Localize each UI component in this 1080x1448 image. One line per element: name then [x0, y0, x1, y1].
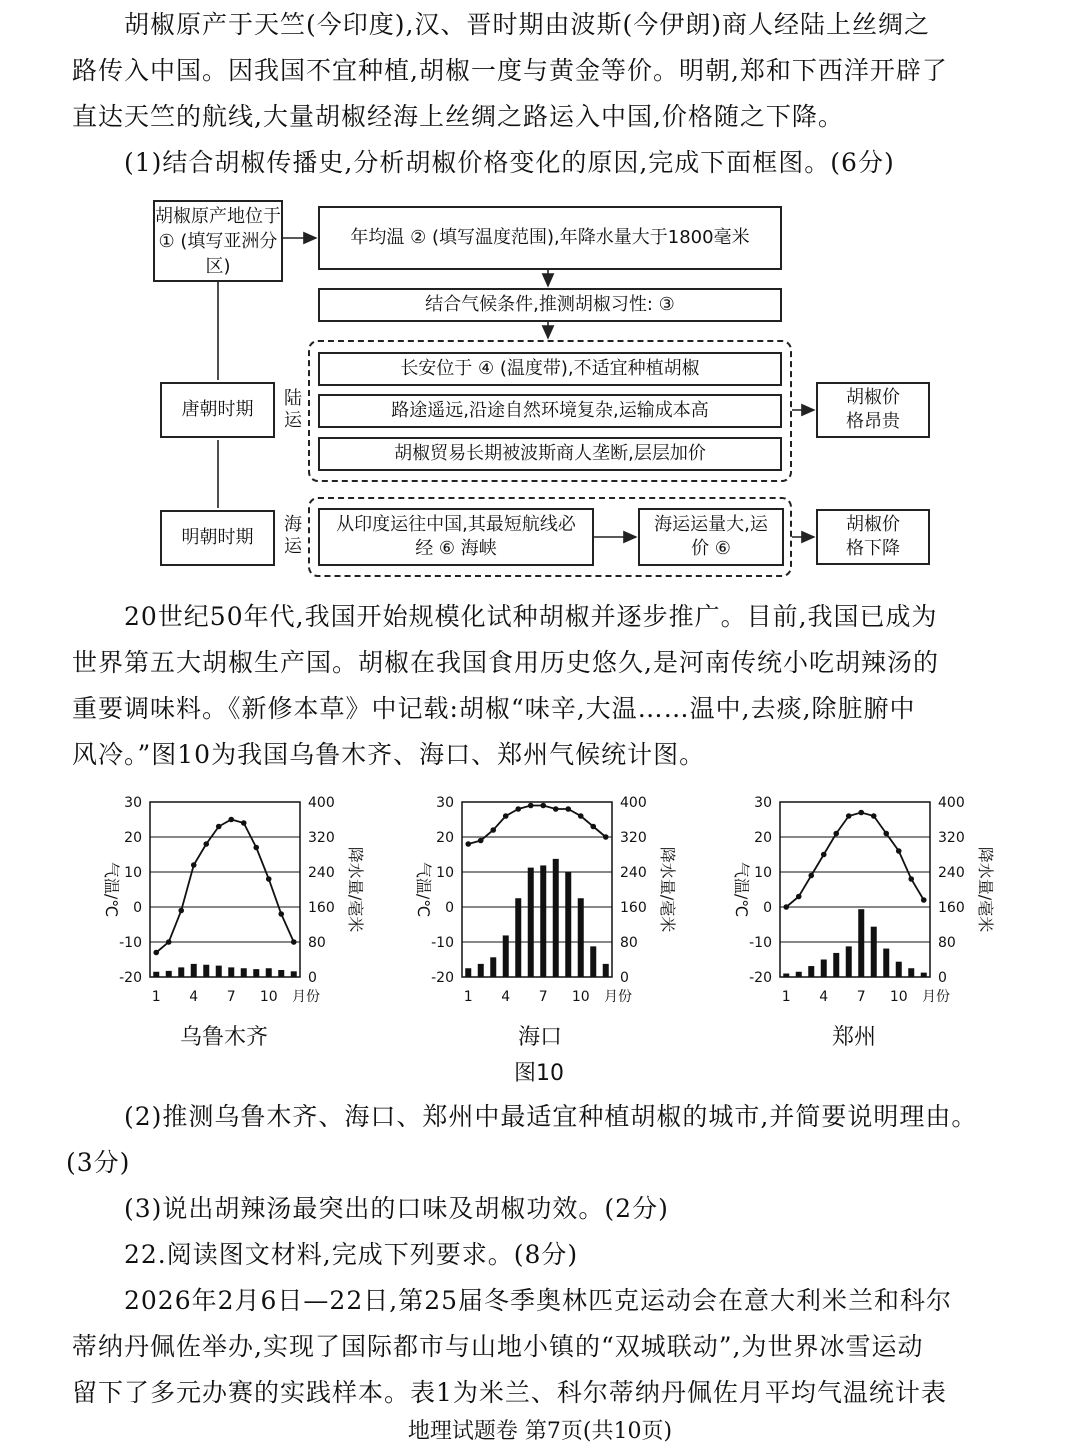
mid-line-4: 风冷。”图10为我国乌鲁木齐、海口、郑州气候统计图。	[72, 740, 706, 769]
temperature-point	[216, 824, 222, 830]
y-tick-label: -20	[749, 970, 772, 986]
y-tick-label: 0	[445, 900, 454, 916]
mid-line-2: 世界第五大胡椒生产国。胡椒在我国食用历史悠久,是河南传统小吃胡辣汤的	[72, 648, 939, 677]
tang-price-outcome: 胡椒价格昂贵	[816, 382, 930, 438]
page-footer: 地理试题卷 第7页(共10页)	[407, 1419, 673, 1444]
y2-tick-label: 240	[938, 865, 965, 881]
precipitation-bar	[565, 872, 571, 977]
chart-title-urumqi: 乌鲁木齐	[180, 1025, 269, 1050]
y-axis-label: 气温/℃	[732, 861, 751, 918]
y-tick-label: -20	[119, 970, 142, 986]
temperature-point	[166, 939, 172, 945]
precipitation-bar	[808, 966, 814, 977]
temperature-point	[253, 845, 259, 851]
x-tick-label: 1	[781, 989, 791, 1005]
precipitation-bar	[266, 968, 272, 977]
precipitation-bar	[291, 971, 297, 977]
plot-frame	[462, 802, 612, 977]
temperature-point	[808, 873, 814, 879]
y2-axis-label: 降水量/毫米	[346, 846, 365, 933]
temperature-point	[490, 827, 496, 833]
temperature-point	[908, 876, 914, 882]
precipitation-bar	[883, 949, 889, 977]
precipitation-bar	[553, 859, 559, 977]
y-tick-label: 10	[754, 865, 772, 881]
y-tick-label: 0	[763, 900, 772, 916]
temperature-point	[203, 841, 209, 847]
y-axis-label: 气温/℃	[102, 861, 121, 918]
temperature-point	[465, 841, 471, 847]
y2-axis-label: 降水量/毫米	[658, 846, 677, 933]
y-tick-label: 0	[133, 900, 142, 916]
y2-tick-label: 80	[620, 935, 638, 951]
y-tick-label: 10	[436, 865, 454, 881]
y2-tick-label: 160	[938, 900, 965, 916]
intro-line-2: 路传入中国。因我国不宜种植,胡椒一度与黄金等价。明朝,郑和下西洋开辟了	[72, 56, 948, 85]
temperature-point	[896, 848, 902, 854]
precipitation-bar	[846, 946, 852, 977]
intro-line-1: 胡椒原产于天竺(今印度),汉、晋时期由波斯(今伊朗)商人经陆上丝绸之	[124, 10, 930, 39]
precipitation-bar	[490, 957, 496, 977]
temperature-point	[883, 831, 889, 837]
precipitation-bar	[216, 966, 222, 977]
mid-line-3: 重要调味料。《新修本草》中记载:胡椒“味辛,大温……温中,去痰,除脏腑中	[72, 694, 916, 723]
precipitation-bar	[871, 927, 877, 977]
y2-tick-label: 0	[308, 970, 317, 986]
temperature-line	[786, 813, 924, 908]
temperature-point	[241, 820, 247, 826]
temperature-point	[821, 852, 827, 858]
y-tick-label: 20	[436, 830, 454, 846]
precipitation-bar	[191, 964, 197, 977]
precipitation-bar	[241, 968, 247, 977]
tang-reason-1: 长安位于 ④ (温度带),不适宜种植胡椒	[318, 352, 782, 386]
precipitation-bar	[578, 898, 584, 977]
question-2-line-2: (3分)	[66, 1148, 131, 1177]
origin-box: 胡椒原产地位于 ① (填写亚洲分区)	[153, 200, 283, 282]
y2-axis-label: 降水量/毫米	[976, 846, 995, 933]
y-tick-label: -10	[749, 935, 772, 951]
y2-tick-label: 240	[308, 865, 335, 881]
question-1: (1)结合胡椒传播史,分析胡椒价格变化的原因,完成下面框图。(6分)	[124, 148, 895, 177]
y2-tick-label: 160	[620, 900, 647, 916]
precipitation-bar	[253, 969, 259, 977]
temperature-point	[553, 806, 559, 812]
precipitation-bar	[465, 968, 471, 977]
temperature-point	[603, 834, 609, 840]
y-tick-label: -20	[431, 970, 454, 986]
x-tick-label: 1	[463, 989, 473, 1005]
temperature-point	[178, 908, 184, 914]
precipitation-bar	[896, 962, 902, 977]
x-tick-label: 4	[501, 989, 511, 1005]
temperature-point	[515, 806, 521, 812]
temperature-point	[858, 810, 864, 816]
y-tick-label: 20	[124, 830, 142, 846]
chart-title-haikou: 海口	[518, 1025, 563, 1050]
temperature-point	[783, 904, 789, 910]
habit-box: 结合气候条件,推测胡椒习性: ③	[318, 288, 782, 322]
bottom-line-3: 留下了多元办赛的实践样本。表1为米兰、科尔蒂纳丹佩佐月平均气温统计表	[72, 1378, 947, 1407]
ming-route-box: 从印度运往中国,其最短航线必经 ⑥ 海峡	[318, 508, 594, 566]
climate-box: 年均温 ② (填写温度范围),年降水量大于1800毫米	[318, 206, 782, 270]
chart-title-zhengzhou: 郑州	[832, 1025, 877, 1050]
precipitation-bar	[203, 965, 209, 977]
temperature-point	[278, 911, 284, 917]
y2-tick-label: 0	[620, 970, 629, 986]
y-tick-label: -10	[119, 935, 142, 951]
ming-price-outcome: 胡椒价格下降	[816, 509, 930, 565]
land-transport-label: 陆运	[284, 388, 302, 431]
temperature-point	[796, 894, 802, 900]
x-tick-label: 7	[538, 989, 548, 1005]
y-tick-label: 10	[124, 865, 142, 881]
sea-transport-label: 海运	[284, 514, 302, 557]
temperature-point	[528, 803, 534, 809]
x-axis-unit: 月份	[292, 989, 320, 1005]
precipitation-bar	[178, 967, 184, 977]
y2-tick-label: 320	[620, 830, 647, 846]
y2-tick-label: 400	[938, 795, 965, 811]
temperature-point	[266, 876, 272, 882]
precipitation-bar	[858, 909, 864, 977]
bottom-line-2: 蒂纳丹佩佐举办,实现了国际都市与山地小镇的“双城联动”,为世界冰雪运动	[72, 1332, 924, 1361]
y2-tick-label: 320	[938, 830, 965, 846]
precipitation-bar	[833, 953, 839, 977]
ming-period-box: 明朝时期	[160, 510, 275, 566]
tang-reason-3: 胡椒贸易长期被波斯商人垄断,层层加价	[318, 437, 782, 471]
temperature-point	[291, 939, 297, 945]
y-tick-label: 20	[754, 830, 772, 846]
y2-tick-label: 0	[938, 970, 947, 986]
x-tick-label: 10	[571, 989, 590, 1005]
precipitation-bar	[603, 964, 609, 977]
bottom-line-1: 2026年2月6日—22日,第25届冬季奥林匹克运动会在意大利米兰和科尔	[124, 1286, 953, 1315]
precipitation-bar	[908, 968, 914, 977]
temperature-point	[921, 897, 927, 903]
precipitation-bar	[515, 898, 521, 977]
precipitation-bar	[783, 974, 789, 978]
x-tick-label: 10	[259, 989, 278, 1005]
precipitation-bar	[528, 868, 534, 977]
temperature-point	[503, 813, 509, 819]
y2-tick-label: 80	[308, 935, 326, 951]
precipitation-bar	[796, 972, 802, 977]
y2-tick-label: 240	[620, 865, 647, 881]
y-tick-label: 30	[124, 795, 142, 811]
x-tick-label: 7	[856, 989, 866, 1005]
precipitation-bar	[540, 865, 546, 977]
precipitation-bar	[590, 946, 596, 977]
precipitation-bar	[478, 964, 484, 977]
x-axis-unit: 月份	[604, 989, 632, 1005]
precipitation-bar	[278, 970, 284, 977]
temperature-point	[153, 950, 159, 956]
temperature-line	[156, 820, 294, 953]
mid-line-1: 20世纪50年代,我国开始规模化试种胡椒并逐步推广。目前,我国已成为	[124, 602, 938, 631]
y2-tick-label: 400	[308, 795, 335, 811]
precipitation-bar	[821, 960, 827, 978]
plot-frame	[150, 802, 300, 977]
temperature-point	[578, 813, 584, 819]
y2-tick-label: 320	[308, 830, 335, 846]
temperature-point	[228, 817, 234, 823]
precipitation-bar	[166, 971, 172, 977]
x-tick-label: 7	[226, 989, 236, 1005]
intro-line-3: 直达天竺的航线,大量胡椒经海上丝绸之路运入中国,价格随之下降。	[72, 102, 844, 131]
x-tick-label: 4	[189, 989, 199, 1005]
precipitation-bar	[921, 973, 927, 977]
y-tick-label: -10	[431, 935, 454, 951]
precipitation-bar	[228, 967, 234, 977]
x-tick-label: 10	[889, 989, 908, 1005]
temperature-point	[833, 831, 839, 837]
temperature-point	[191, 862, 197, 868]
temperature-point	[846, 813, 852, 819]
tang-period-box: 唐朝时期	[160, 382, 275, 438]
x-tick-label: 1	[151, 989, 161, 1005]
precipitation-bar	[503, 935, 509, 977]
question-2-line-1: (2)推测乌鲁木齐、海口、郑州中最适宜种植胡椒的城市,并简要说明理由。	[124, 1102, 978, 1131]
y-axis-label: 气温/℃	[414, 861, 433, 918]
tang-reason-2: 路途遥远,沿途自然环境复杂,运输成本高	[318, 394, 782, 428]
precipitation-bar	[153, 972, 159, 977]
y-tick-label: 30	[436, 795, 454, 811]
y2-tick-label: 400	[620, 795, 647, 811]
x-tick-label: 4	[819, 989, 829, 1005]
x-axis-unit: 月份	[922, 989, 950, 1005]
temperature-point	[540, 803, 546, 809]
temperature-point	[590, 824, 596, 830]
temperature-point	[565, 806, 571, 812]
climate-charts	[0, 780, 1080, 1020]
figure-caption: 图10	[514, 1061, 564, 1086]
question-3: (3)说出胡辣汤最突出的口味及胡椒功效。(2分)	[124, 1194, 669, 1223]
ming-sea-cost-box: 海运运量大,运价 ⑥	[638, 508, 784, 566]
temperature-point	[478, 838, 484, 844]
question-22: 22.阅读图文材料,完成下列要求。(8分)	[124, 1240, 579, 1269]
temperature-point	[871, 813, 877, 819]
y2-tick-label: 160	[308, 900, 335, 916]
temperature-line	[468, 806, 606, 845]
y-tick-label: 30	[754, 795, 772, 811]
y2-tick-label: 80	[938, 935, 956, 951]
